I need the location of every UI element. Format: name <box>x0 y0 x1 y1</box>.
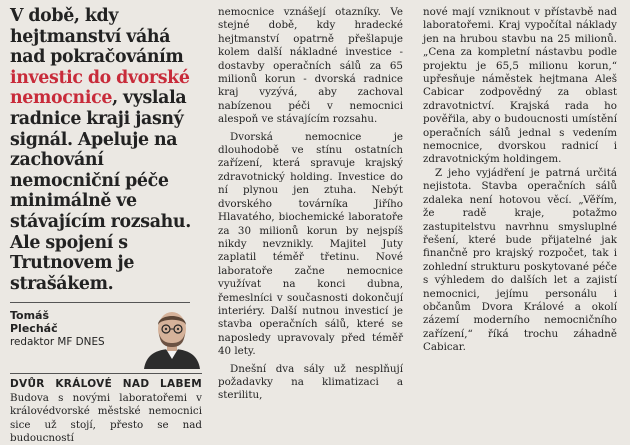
author-photo <box>142 305 202 369</box>
paragraph: Dvorská nemocnice je dlouhodobě ve stínu ostatních zařízení, která spravuje krajský zdravotnický holding. Investice do ní plynou jen ztuha. Nebýt dvorského továrníka Jiřího Hlavatého, biochemické laboratoře za 30 milionů korun by nejspíš nikdy nevznikly. Majitel Juty zaplatil téměř třetinu. Nové laboratoře začne nemocnice využívat na konci dubna, řemeslníci v současnosti dokončují interiéry. Další nutnou investicí je stavba operačních sálů, které se naposledy upravovaly před téměř 40 lety. <box>218 130 403 358</box>
lead-paragraph <box>10 6 202 294</box>
lead-text-start: V době, kdy hejtmanství váhá nad pokračováním <box>10 6 184 68</box>
paragraph: Dnešní dva sály už nesplňují požadavky na klimatizaci a sterilitu, <box>218 362 403 402</box>
article-start <box>10 378 202 445</box>
paragraph: nemocnice vznášejí otazníky. Ve stejné době, kdy hradecké hejtmanství opatrně přešlapuje kolem další nákladné investice - dostavby operačních sálů za 65 milionů korun - dvorská radnice kraj vyzývá, aby zachoval nabízenou péči v nemocnici alespoň ve stávajícím rozsahu. <box>218 6 403 126</box>
author-block <box>10 309 202 367</box>
lead-highlight: investic do dvorské nemocnice <box>10 67 190 109</box>
lead-divider <box>10 302 190 303</box>
column-2 <box>218 6 403 403</box>
column-1 <box>10 6 202 445</box>
author-role: redaktor MF DNES <box>10 336 105 349</box>
dateline: DVŮR KRÁLOVÉ NAD LABEM <box>10 378 202 391</box>
paragraph: nové mají vzniknout v přístavbě nad laboratořemi. Kraj vypočítal náklady jen na hrubou stavbu na 25 milionů. „Cena za kompletní nástavbu podle projektu je 65,5 milionu korun,“ upřesňuje náměstek hejtmana Aleš Cabicar zodpovědný za oblast zdravotnictví. Krajská rada ho pověřila, aby o budoucnosti umístění operačních sálů jednal s vedením nemocnice, dvorskou radnicí i zdravotnickým holdingem. <box>423 6 617 166</box>
author-divider <box>10 373 202 374</box>
lead-text-end: , vyslala radnice kraji jasný signál. Apeluje na zachování nemocniční péče minimálně ve stávajícím rozsahu. Ale spojení s Trutnovem je strašákem. <box>10 88 191 294</box>
paragraph: Z jeho vyjádření je patrná určitá nejistota. Stavba operačních sálů zdaleka není hotovou věcí. „Věřím, že radě kraje, potažmo zastupitelstvu navrhnu smysluplné řešení, které bude přijatelné jak finančně pro krajský rozpočet, tak i zohlední strukturu poskytované péče s výhledem do dalších let a zajistí nemocnici, jejímu personálu i občanům Dvora Králové a okolí zázemí moderního nemocničního zařízení,“ říká trochu záhadně Cabicar. <box>423 166 617 354</box>
article-start-text: Budova s novými laboratořemi v královédvorské městské nemocnici sice už stojí, přesto se nad budoucností <box>10 391 202 444</box>
author-last-name: Plecháč <box>10 322 58 336</box>
column-3 <box>423 6 617 355</box>
author-first-name: Tomáš <box>10 309 50 323</box>
